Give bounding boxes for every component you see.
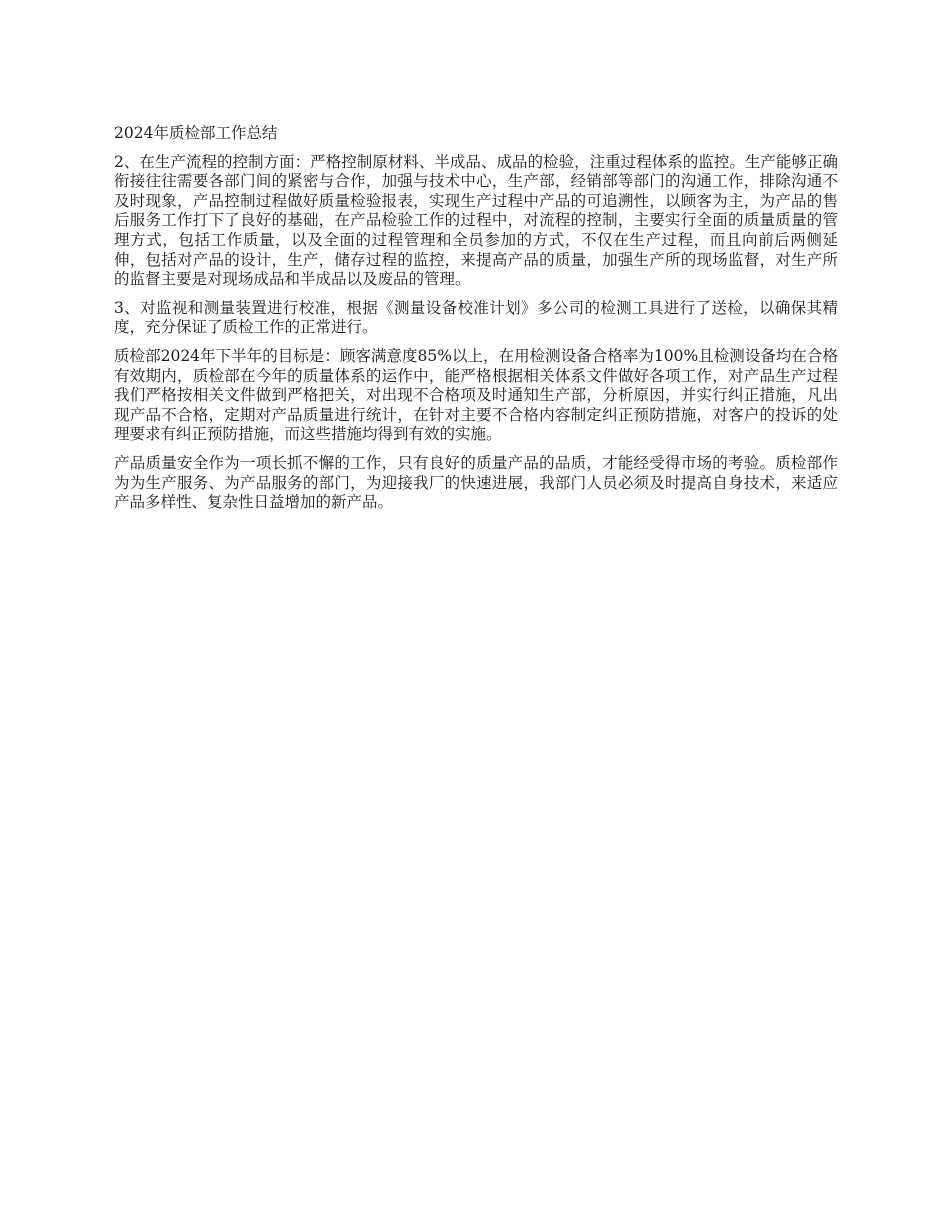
paragraph-process-control: 2、在生产流程的控制方面：严格控制原材料、半成品、成品的检验，注重过程体系的监控。生产能够正确衔接往往需要各部门间的紧密与合作，加强与技术中心，生产部，经销部等部门的沟通工作，排除沟通不及时现象，产品控制过程做好质量检验报表，实现生产过程中产品的可追溯性，以顾客为主，为产品的售后服务工作打下了良好的基础，在产品检验工作的过程中，对流程的控制，主要实行全面的质量质量的管理方式，包括工作质量，以及全面的过程管理和全员参加的方式，不仅在生产过程，而且向前后两侧延伸，包括对产品的设计，生产，储存过程的监控，来提高产品的质量，加强生产所的现场监督，对生产所的监督主要是对现场成品和半成品以及废品的管理。	[114, 152, 838, 289]
document-page	[114, 124, 838, 522]
paragraph-goals: 质检部2024年下半年的目标是：顾客满意度85%以上，在用检测设备合格率为100%且检测设备均在合格有效期内，质检部在今年的质量体系的运作中，能严格根据相关体系文件做好各项工作，对产品生产过程我们严格按相关文件做到严格把关，对出现不合格项及时通知生产部，分析原因，并实行纠正措施，凡出现产品不合格，定期对产品质量进行统计，在针对主要不合格内容制定纠正预防措施，对客户的投诉的处理要求有纠正预防措施，而这些措施均得到有效的实施。	[114, 346, 838, 444]
paragraph-calibration: 3、对监视和测量装置进行校准，根据《测量设备校准计划》多公司的检测工具进行了送检，以确保其精度，充分保证了质检工作的正常进行。	[114, 298, 838, 337]
document-title: 2024年质检部工作总结	[114, 124, 278, 142]
paragraph-conclusion: 产品质量安全作为一项长抓不懈的工作，只有良好的质量产品的品质，才能经受得市场的考验。质检部作为为生产服务、为产品服务的部门，为迎接我厂的快速进展，我部门人员必须及时提高自身技术，来适应产品多样性、复杂性日益增加的新产品。	[114, 453, 838, 512]
